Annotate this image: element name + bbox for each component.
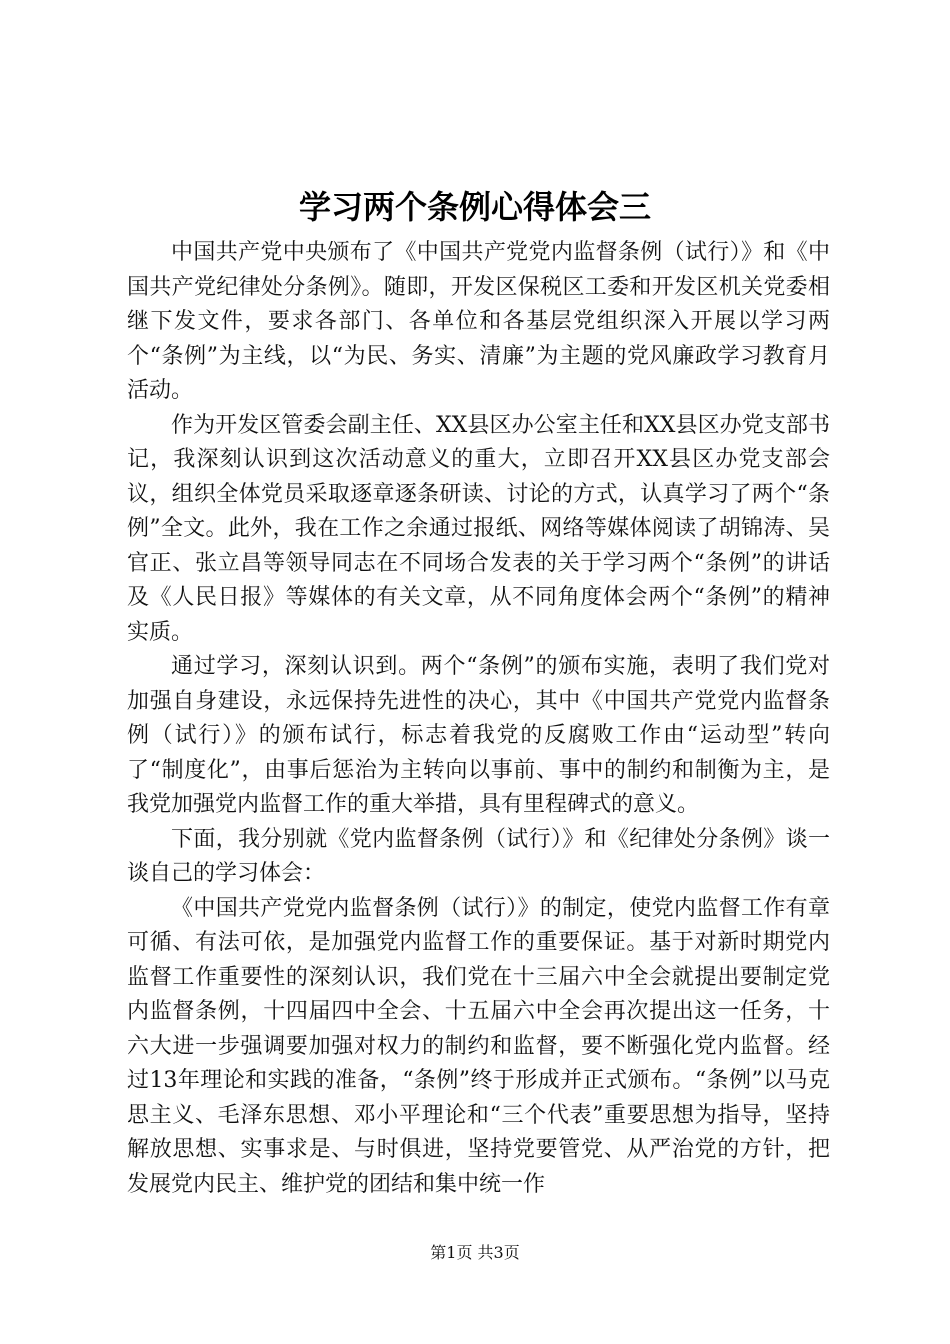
page-number-footer: 第1页 共3页 bbox=[430, 1243, 520, 1262]
document-body bbox=[127, 236, 830, 1202]
body-paragraph-5: 《中国共产党党内监督条例（试行）》的制定，使党内监督工作有章可循、有法可依，是加强党内监督工作的重要保证。基于对新时期党内监督工作重要性的深刻认识，我们党在十三届六中全会就提出要制定党内监督条例，十四届四中全会、十五届六中全会再次提出这一任务，十六大进一步强调要加强对权力的制约和监督，要不断强化党内监督。经过13年理论和实践的准备，“条例”终于形成并正式颁布。“条例”以马克思主义、毛泽东思想、邓小平理论和“三个代表”重要思想为指导，坚持解放思想、实事求是、与时俱进，坚持党要管党、从严治党的方针，把发展党内民主、维护党的团结和集中统一作 bbox=[127, 895, 830, 1197]
body-paragraph-1: 中国共产党中央颁布了《中国共产党党内监督条例（试行）》和《中国共产党纪律处分条例》。随即，开发区保税区工委和开发区机关党委相继下发文件，要求各部门、各单位和各基层党组织深入开展以学习两个“条例”为主线，以“为民、务实、清廉”为主题的党风廉政学习教育月活动。 bbox=[127, 240, 830, 403]
body-paragraph-2: 作为开发区管委会副主任、XX县区办公室主任和XX县区办党支部书记，我深刻认识到这次活动意义的重大，立即召开XX县区办党支部会议，组织全体党员采取逐章逐条研读、讨论的方式，认真学习了两个“条例”全文。此外，我在工作之余通过报纸、网络等媒体阅读了胡锦涛、吴官正、张立昌等领导同志在不同场合发表的关于学习两个“条例”的讲话及《人民日报》等媒体的有关文章，从不同角度体会两个“条例”的精神实质。 bbox=[127, 412, 830, 645]
body-paragraph-4: 下面，我分别就《党内监督条例（试行）》和《纪律处分条例》谈一谈自己的学习体会： bbox=[127, 826, 830, 886]
document-title: 学习两个条例心得体会三 bbox=[298, 188, 651, 226]
body-paragraph-3: 通过学习，深刻认识到。两个“条例”的颁布实施，表明了我们党对加强自身建设，永远保持先进性的决心，其中《中国共产党党内监督条例（试行）》的颁布试行，标志着我党的反腐败工作由“运动型”转向了“制度化”，由事后惩治为主转向以事前、事中的制约和制衡为主，是我党加强党内监督工作的重大举措，具有里程碑式的意义。 bbox=[127, 654, 830, 817]
